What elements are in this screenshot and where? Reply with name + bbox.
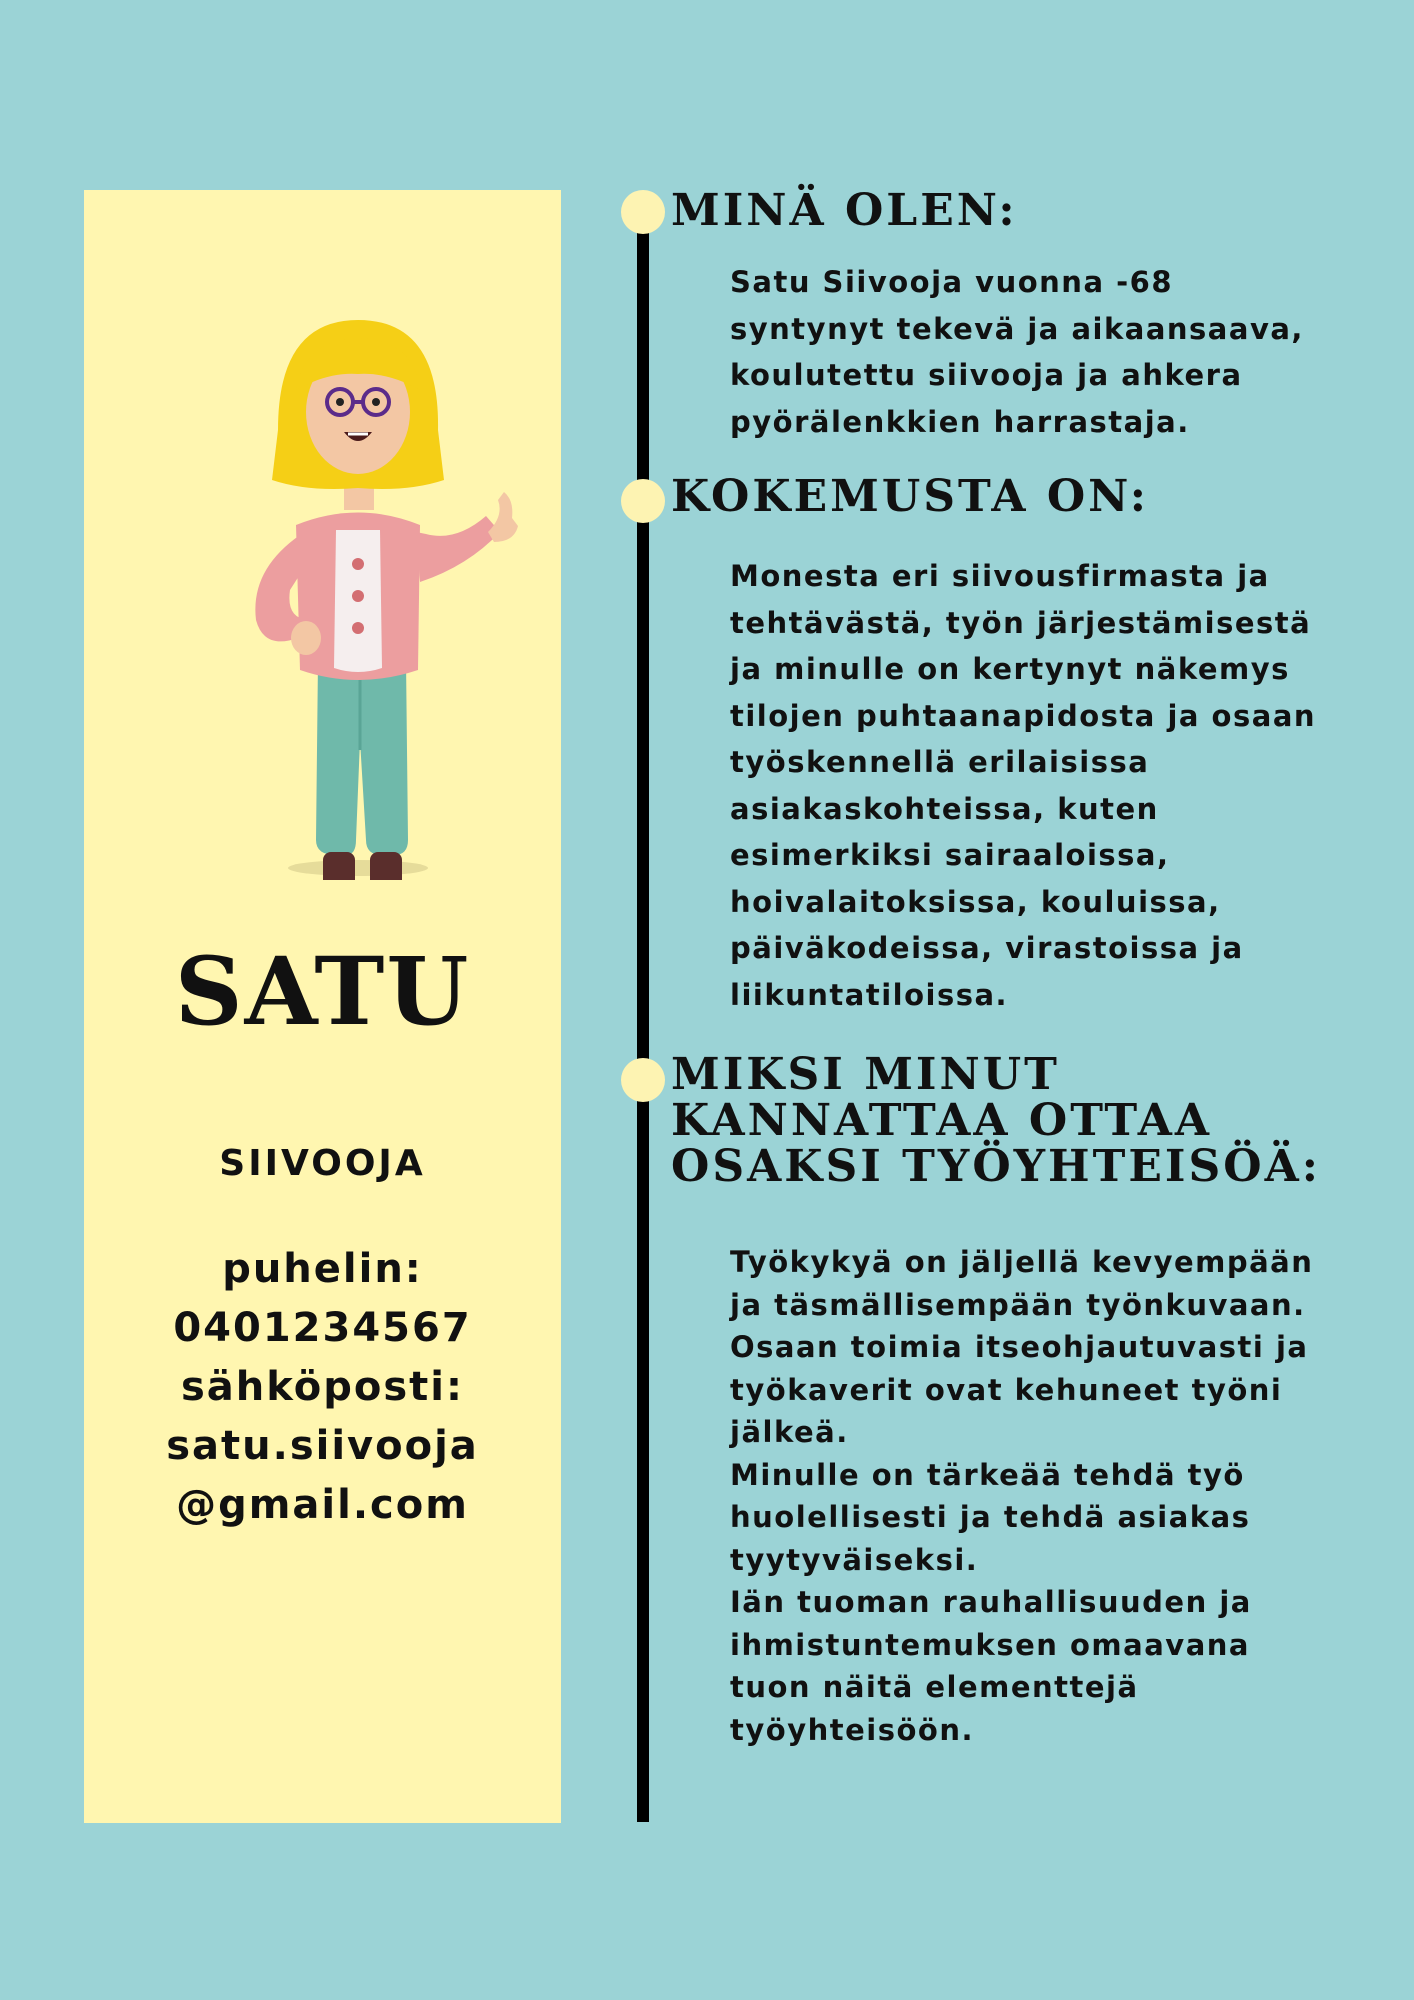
- text-line: pyörälenkkien harrastaja.: [730, 404, 1190, 439]
- timeline-line: [637, 210, 649, 1822]
- text-line: esimerkiksi sairaaloissa,: [730, 838, 1170, 872]
- section-text-about: [730, 259, 1330, 445]
- text-line: asiakaskohteissa, kuten: [730, 791, 1159, 826]
- section-heading-about: MINÄ OLEN:: [671, 185, 1018, 236]
- text-line: tilojen puhtaanapidosta ja osaan: [730, 698, 1317, 733]
- profile-role: SIIVOOJA: [219, 1143, 426, 1184]
- email-address-line2: @gmail.com: [176, 1482, 469, 1528]
- text-line: jälkeä.: [730, 1415, 849, 1449]
- text-line: Monesta eri siivousfirmasta ja: [730, 559, 1270, 593]
- text-line: tehtävästä, työn järjestämisestä: [730, 605, 1312, 640]
- section-text-experience: [730, 553, 1330, 1018]
- avatar-illustration: [168, 320, 528, 880]
- email-label: sähköposti:: [180, 1364, 465, 1410]
- section-text-why: [730, 1241, 1330, 1751]
- contact-info: [84, 1240, 561, 1535]
- timeline-dot-experience: [621, 479, 665, 523]
- profile-panel: [84, 190, 561, 1823]
- heading-line: KANNATTAA OTTAA: [671, 1095, 1212, 1146]
- text-line: syntynyt tekevä ja aikaansaava,: [730, 311, 1304, 346]
- text-line: Satu Siivooja vuonna -68: [730, 265, 1174, 299]
- heading-line: OSAKSI TYÖYHTEISÖÄ:: [671, 1141, 1321, 1192]
- email-address-line1: satu.siivooja: [166, 1423, 479, 1469]
- text-line: Työkykyä on jäljellä kevyempään: [730, 1245, 1314, 1279]
- text-line: päiväkodeissa, virastoissa ja: [730, 931, 1244, 965]
- text-line: huolellisesti ja tehdä asiakas: [730, 1500, 1251, 1534]
- text-line: ja täsmällisempään työnkuvaan.: [730, 1287, 1306, 1322]
- profile-name: SATU: [174, 937, 471, 1047]
- text-line: koulutettu siivooja ja ahkera: [730, 358, 1243, 392]
- text-line: ja minulle on kertynyt näkemys: [730, 652, 1290, 686]
- text-line: hoivalaitoksissa, kouluissa,: [730, 884, 1221, 919]
- text-line: ihmistuntemuksen omaavana: [730, 1627, 1250, 1662]
- phone-label: puhelin:: [222, 1246, 423, 1292]
- timeline-dot-why: [621, 1058, 665, 1102]
- text-line: tuon näitä elementtejä: [730, 1670, 1139, 1704]
- phone-number: 0401234567: [173, 1305, 472, 1351]
- text-line: työkaverit ovat kehuneet työni: [730, 1372, 1283, 1407]
- text-line: työyhteisöön.: [730, 1712, 974, 1747]
- text-line: työskennellä erilaisissa: [730, 745, 1150, 779]
- text-line: Minulle on tärkeää tehdä työ: [730, 1457, 1245, 1492]
- text-line: Osaan toimia itseohjautuvasti ja: [730, 1330, 1309, 1364]
- timeline-dot-about: [621, 190, 665, 234]
- section-heading-why: [671, 1049, 1321, 1192]
- text-line: Iän tuoman rauhallisuuden ja: [730, 1585, 1252, 1619]
- section-heading-experience: KOKEMUSTA ON:: [671, 471, 1150, 522]
- text-line: liikuntatiloissa.: [730, 977, 1009, 1012]
- heading-line: MIKSI MINUT: [671, 1049, 1060, 1100]
- text-line: tyytyväiseksi.: [730, 1542, 979, 1577]
